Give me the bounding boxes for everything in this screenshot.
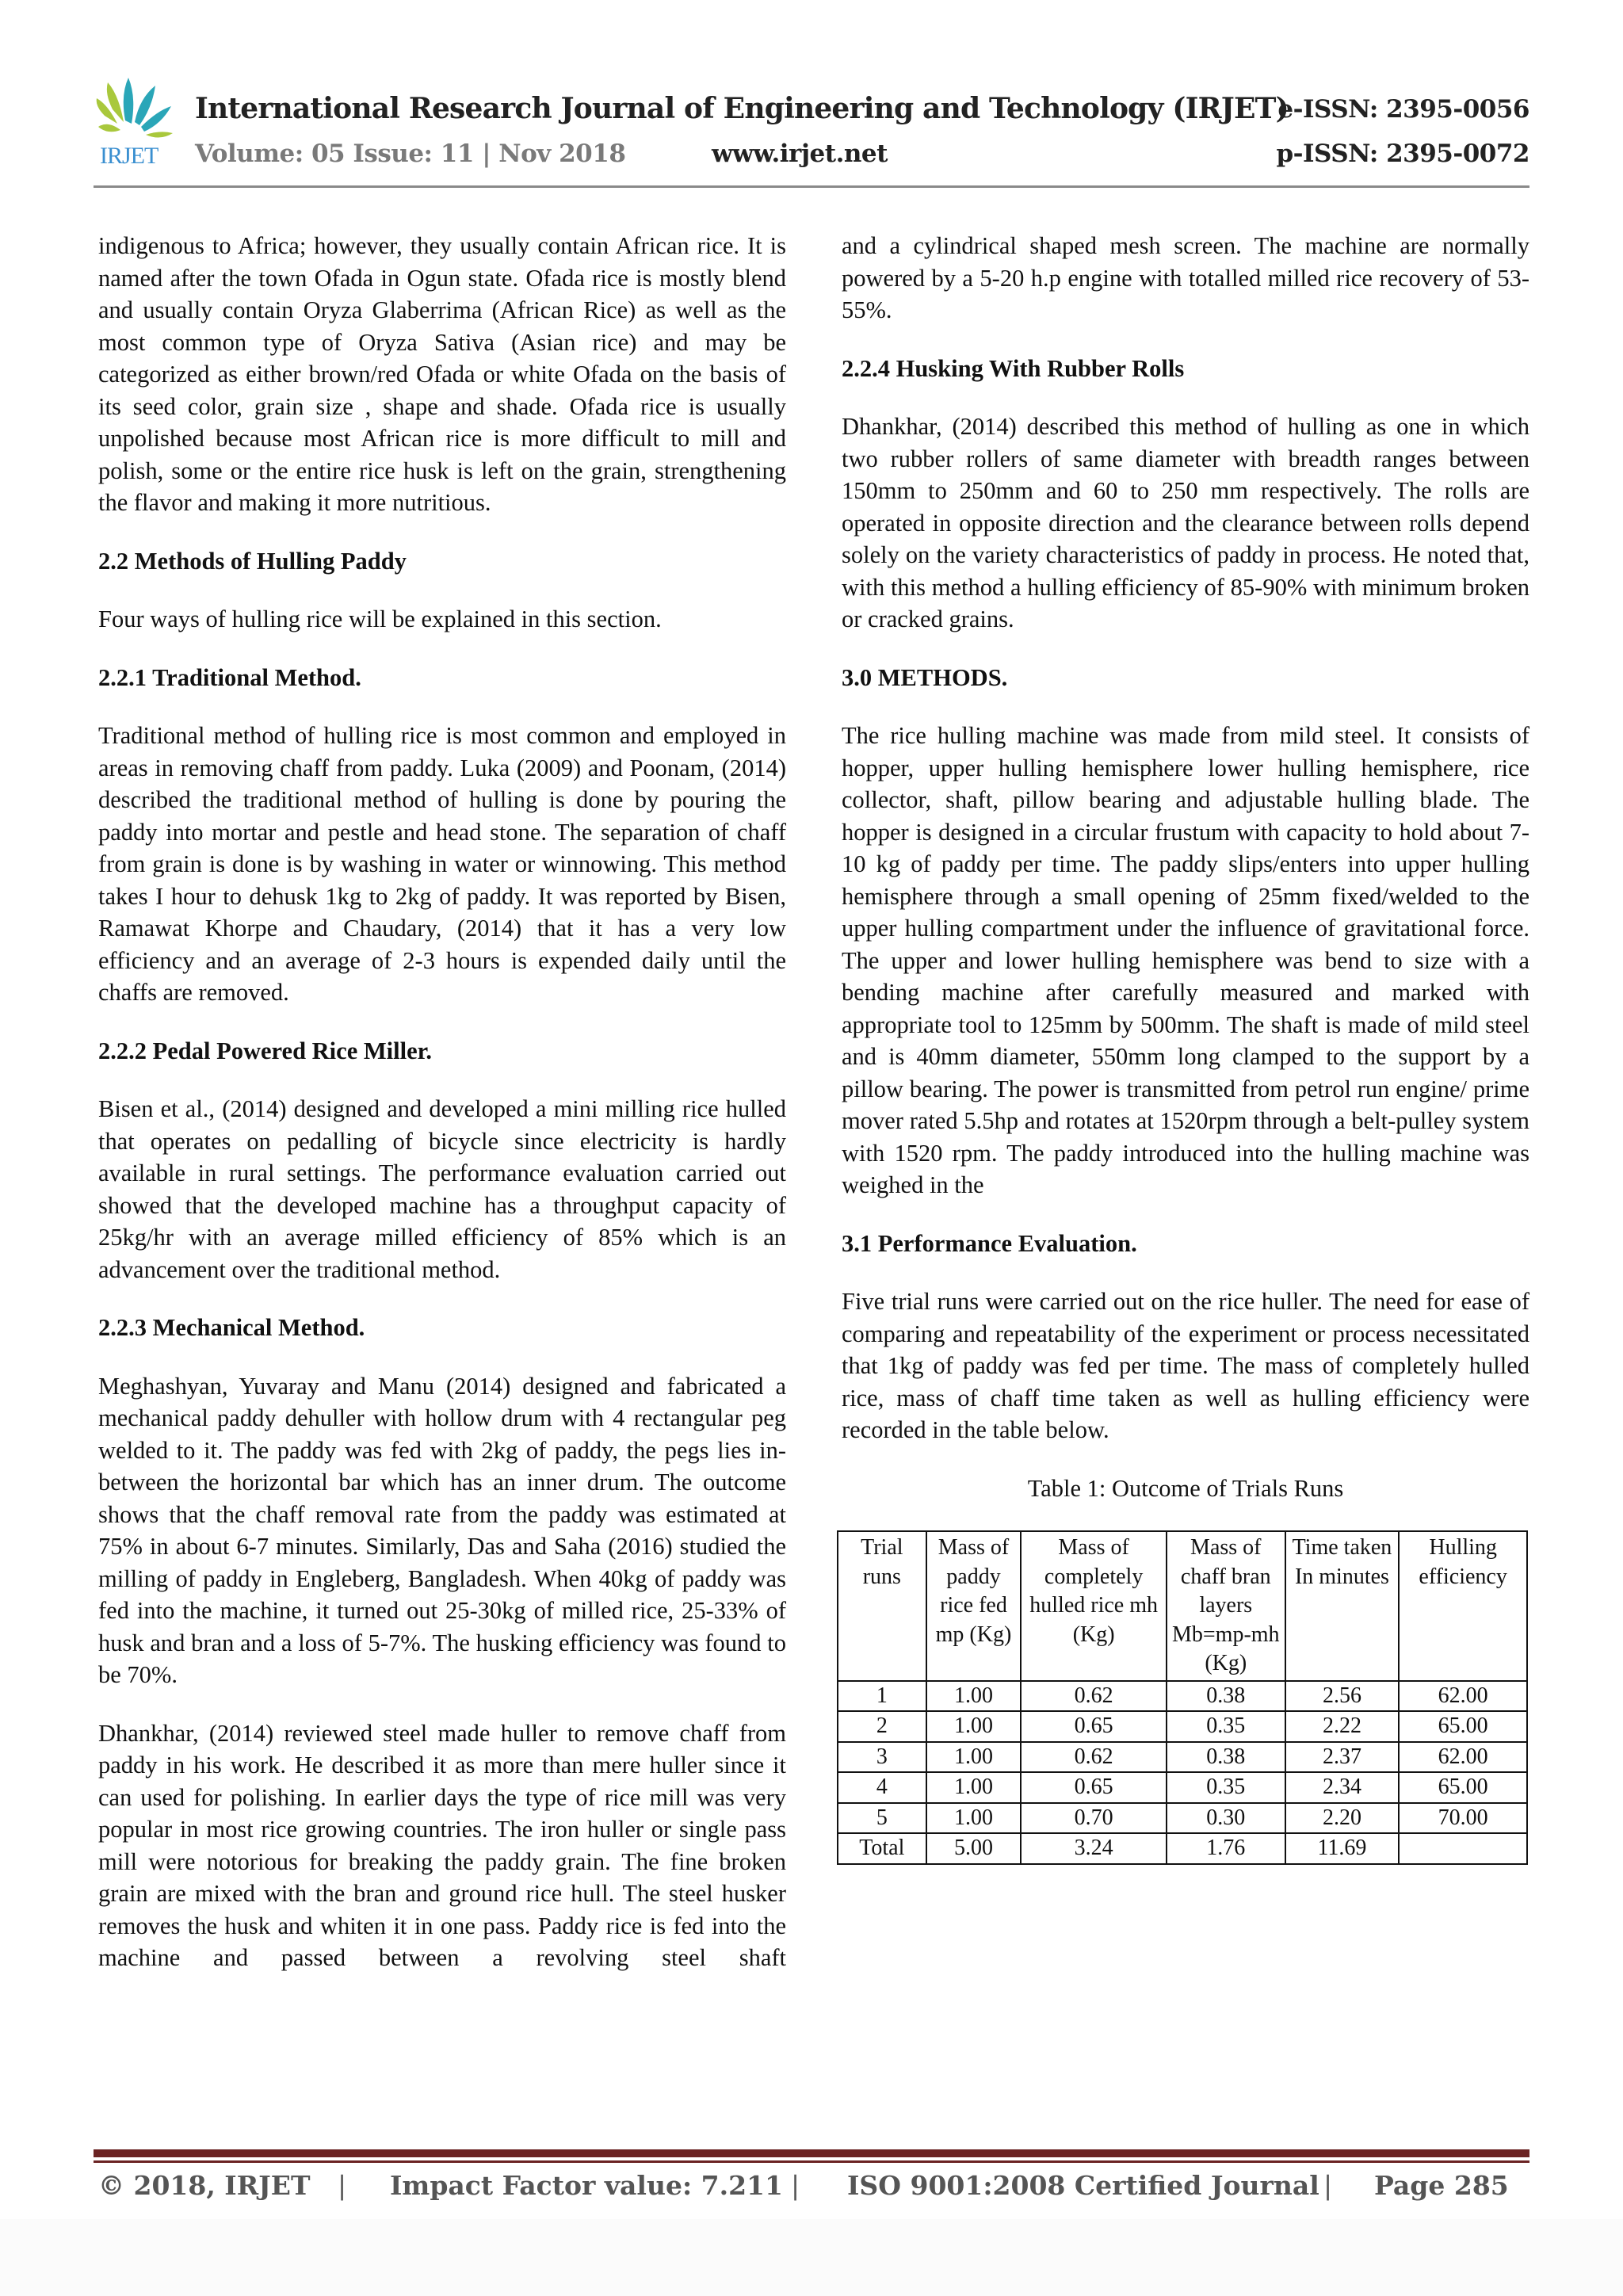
footer-copyright: © 2018, IRJET	[98, 2170, 311, 2201]
paragraph-3-1: Five trial runs were carried out on the rice huller. The need for ease of comparing and repeatability of the experiment or process necessitated that 1kg of paddy was fed per time. The mass of completely hulled rice, mass of chaff time taken as well as hulling efficiency were recorded in the table below.	[842, 1288, 1529, 1443]
cell-mass-chaff: 0.38	[1167, 1742, 1285, 1773]
paragraph-2-2: Four ways of hulling rice will be explained in this section.	[98, 606, 662, 632]
header-mass-chaff: Mass of chaff bran layers Mb=mp-mh (Kg)	[1167, 1531, 1285, 1681]
cell-trial: 3	[838, 1742, 926, 1773]
cell-mass-chaff: 0.35	[1167, 1772, 1285, 1803]
paragraph-3-0: The rice hulling machine was made from mild steel. It consists of hopper, upper hulling hemisphere lower hulling hemisphere, rice collector, shaft, pillow bearing and adjustable hulling blade. The hopper is designed in a circular frustum with capacity to hold about 7-10 kg of paddy per time. The paddy slips/enters into upper hulling hemisphere through a small opening of 25mm fixed/welded to the upper hulling compartment under the influence of gravitational force. The upper and lower hulling hemisphere was bend to size with a bending machine after carefully measured and marked with appropriate tool to 125mm by 500mm. The shaft is made of mild steel and is 40mm diameter, 550mm long clamped to the support by a pillow bearing. The power is transmitted from petrol run engine/ prime mover rated 5.5hp and rotates at 1520rpm through a belt-pulley system with 1520 rpm. The paddy introduced into the hulling machine was weighed in the	[842, 722, 1529, 1198]
cell-total-mass-chaff: 1.76	[1167, 1833, 1285, 1864]
table-row	[838, 1772, 1527, 1803]
journal-header	[94, 70, 1529, 189]
cell-time: 2.56	[1285, 1681, 1400, 1712]
cell-mass-paddy: 1.00	[926, 1742, 1022, 1773]
footer-separator: |	[338, 2170, 347, 2201]
header-hulling-efficiency: Hulling efficiency	[1399, 1531, 1527, 1681]
header-time-taken: Time taken In minutes	[1285, 1531, 1400, 1681]
footer-impact-factor: Impact Factor value: 7.211	[390, 2170, 783, 2201]
heading-2-2-1: 2.2.1 Traditional Method.	[98, 663, 361, 691]
journal-title: International Research Journal of Engineering and Technology (IRJET)	[195, 92, 1289, 125]
irjet-logo	[94, 74, 179, 170]
paragraph-2-2-1: Traditional method of hulling rice is most common and employed in areas in removing chaff from paddy. Luka (2009) and Poonam, (2014) described the traditional method of hulling is done by pouring the paddy into mortar and pestle and head stone. The separation of chaff from grain is done is by washing in water or winnowing. This method takes I hour to dehusk 1kg to 2kg of paddy. It was reported by Bisen, Ramawat Khorpe and Chaudary, (2014) that it has a very low efficiency and an average of 2-3 hours is expended daily until the chaffs are removed.	[98, 722, 786, 1006]
logo-wordmark: IRJET	[100, 143, 158, 169]
cell-time: 2.37	[1285, 1742, 1400, 1773]
cell-mass-hulled: 0.62	[1021, 1742, 1167, 1773]
cell-efficiency: 65.00	[1399, 1772, 1527, 1803]
heading-2-2-3: 2.2.3 Mechanical Method.	[98, 1314, 365, 1341]
cell-mass-hulled: 0.62	[1021, 1681, 1167, 1712]
cell-mass-paddy: 1.00	[926, 1772, 1022, 1803]
page-footer	[98, 2170, 1534, 2218]
leaf-fan-icon	[94, 74, 179, 146]
right-column	[842, 230, 1529, 1865]
header-mass-hulled-rice: Mass of completely hulled rice mh (Kg)	[1021, 1531, 1167, 1681]
paragraph-steel-huller-cont: and a cylindrical shaped mesh screen. The machine are normally powered by a 5-20 h.p engine with totalled milled rice recovery of 53-55%.	[842, 232, 1529, 323]
cell-mass-paddy: 1.00	[926, 1803, 1022, 1834]
table-row	[838, 1803, 1527, 1834]
header-mass-paddy: Mass of paddy rice fed mp (Kg)	[926, 1531, 1022, 1681]
cell-total-label: Total	[838, 1833, 926, 1864]
footer-page-number: Page 285	[1374, 2170, 1509, 2201]
paragraph-2-2-3-a: Meghashyan, Yuvaray and Manu (2014) designed and fabricated a mechanical paddy dehuller with hollow drum with 4 rectangular peg welded to it. The paddy was fed with 2kg of paddy, the pegs lies in-between the horizontal bar which has an inner drum. The outcome shows that the chaff removal rate from the paddy was estimated at 75% in about 6-7 minutes. Similarly, Das and Saha (2016) studied the milling of paddy in Engleberg, Bangladesh. When 40kg of paddy was fed into the machine, it turned out 25-30kg of milled rice, 25-33% of husk and bran and a loss of 5-7%. The husking efficiency was found to be 70%.	[98, 1372, 786, 1688]
footer-separator: |	[791, 2170, 800, 2201]
cell-mass-chaff: 0.38	[1167, 1681, 1285, 1712]
table-row	[838, 1711, 1527, 1742]
cell-time: 2.20	[1285, 1803, 1400, 1834]
cell-total-mass-paddy: 5.00	[926, 1833, 1022, 1864]
trials-outcome-table	[837, 1530, 1528, 1865]
cell-mass-hulled: 0.65	[1021, 1711, 1167, 1742]
footer-iso-certification: ISO 9001:2008 Certified Journal	[847, 2170, 1319, 2201]
cell-total-efficiency	[1399, 1833, 1527, 1864]
cell-mass-paddy: 1.00	[926, 1711, 1022, 1742]
cell-mass-hulled: 0.70	[1021, 1803, 1167, 1834]
paragraph-ofada-rice: indigenous to Africa; however, they usually contain African rice. It is named after the town Ofada in Ogun state. Ofada rice is mostly blend and usually contain Oryza Glaberrima (African Rice) as well as the most common type of Oryza Sativa (Asian rice) and may be categorized as either brown/red Ofada or white Ofada on the basis of its seed color, grain size , shape and shade. Ofada rice is usually unpolished because most African rice is more difficult to mill and polish, some or the entire rice husk is left on the grain, strengthening the flavor and making it more nutritious.	[98, 232, 786, 516]
e-issn: e-ISSN: 2395-0056	[1277, 95, 1529, 124]
table-total-row	[838, 1833, 1527, 1864]
cell-total-time: 11.69	[1285, 1833, 1400, 1864]
heading-2-2: 2.2 Methods of Hulling Paddy	[98, 547, 407, 575]
page-bottom-margin	[0, 2219, 1623, 2296]
cell-total-mass-hulled: 3.24	[1021, 1833, 1167, 1864]
cell-mass-paddy: 1.00	[926, 1681, 1022, 1712]
heading-2-2-2: 2.2.2 Pedal Powered Rice Miller.	[98, 1037, 432, 1064]
p-issn: p-ISSN: 2395-0072	[1276, 139, 1529, 168]
cell-mass-chaff: 0.30	[1167, 1803, 1285, 1834]
cell-efficiency: 65.00	[1399, 1711, 1527, 1742]
cell-trial: 4	[838, 1772, 926, 1803]
cell-mass-hulled: 0.65	[1021, 1772, 1167, 1803]
footer-divider-thick	[94, 2149, 1529, 2157]
cell-time: 2.22	[1285, 1711, 1400, 1742]
cell-trial: 5	[838, 1803, 926, 1834]
cell-time: 2.34	[1285, 1772, 1400, 1803]
paragraph-2-2-4: Dhankhar, (2014) described this method of hulling as one in which two rubber rollers of same diameter with breadth ranges between 150mm to 250mm and 60 to 250 mm respectively. The rolls are operated in opposite direction and the clearance between rolls depend solely on the variety characteristics of paddy in process. He noted that, with this method a hulling efficiency of 85-90% with minimum broken or cracked grains.	[842, 413, 1529, 632]
cell-trial: 2	[838, 1711, 926, 1742]
table-row	[838, 1742, 1527, 1773]
cell-mass-chaff: 0.35	[1167, 1711, 1285, 1742]
table-header-row	[838, 1531, 1527, 1681]
cell-trial: 1	[838, 1681, 926, 1712]
left-column	[98, 230, 786, 2000]
journal-website-link[interactable]: www.irjet.net	[712, 139, 888, 168]
table-caption: Table 1: Outcome of Trials Runs	[1027, 1474, 1344, 1502]
volume-issue-date: Volume: 05 Issue: 11 | Nov 2018	[195, 139, 626, 168]
paragraph-2-2-3-b: Dhankhar, (2014) reviewed steel made huller to remove chaff from paddy in his work. He described it as more than mere huller since it can used for polishing. In earlier days the type of rice mill was very popular in most rice growing countries. The iron huller or single pass mill were notorious for breaking the paddy grain. The fine broken grain are mixed with the bran and ground rice hull. The steel husker removes the husk and whiten it in one pass. Paddy rice is fed into the machine and passed between a revolving steel shaft	[98, 1719, 786, 1971]
heading-3-1: 3.1 Performance Evaluation.	[842, 1229, 1137, 1257]
cell-efficiency: 62.00	[1399, 1742, 1527, 1773]
header-trial-runs: Trial runs	[838, 1531, 926, 1681]
paragraph-2-2-2: Bisen et al., (2014) designed and developed a mini milling rice hulled that operates on pedalling of bicycle since electricity is hardly available in rural settings. The performance evaluation carried out showed that the developed machine has a throughput capacity of 25kg/hr with an average milled efficiency of 85% which is an advancement over the traditional method.	[98, 1095, 786, 1283]
cell-efficiency: 70.00	[1399, 1803, 1527, 1834]
header-divider	[94, 185, 1529, 188]
table-row	[838, 1681, 1527, 1712]
footer-separator: |	[1323, 2170, 1333, 2201]
heading-2-2-4: 2.2.4 Husking With Rubber Rolls	[842, 354, 1185, 382]
cell-efficiency: 62.00	[1399, 1681, 1527, 1712]
footer-divider-thin	[94, 2160, 1529, 2163]
heading-3-0: 3.0 METHODS.	[842, 663, 1008, 691]
